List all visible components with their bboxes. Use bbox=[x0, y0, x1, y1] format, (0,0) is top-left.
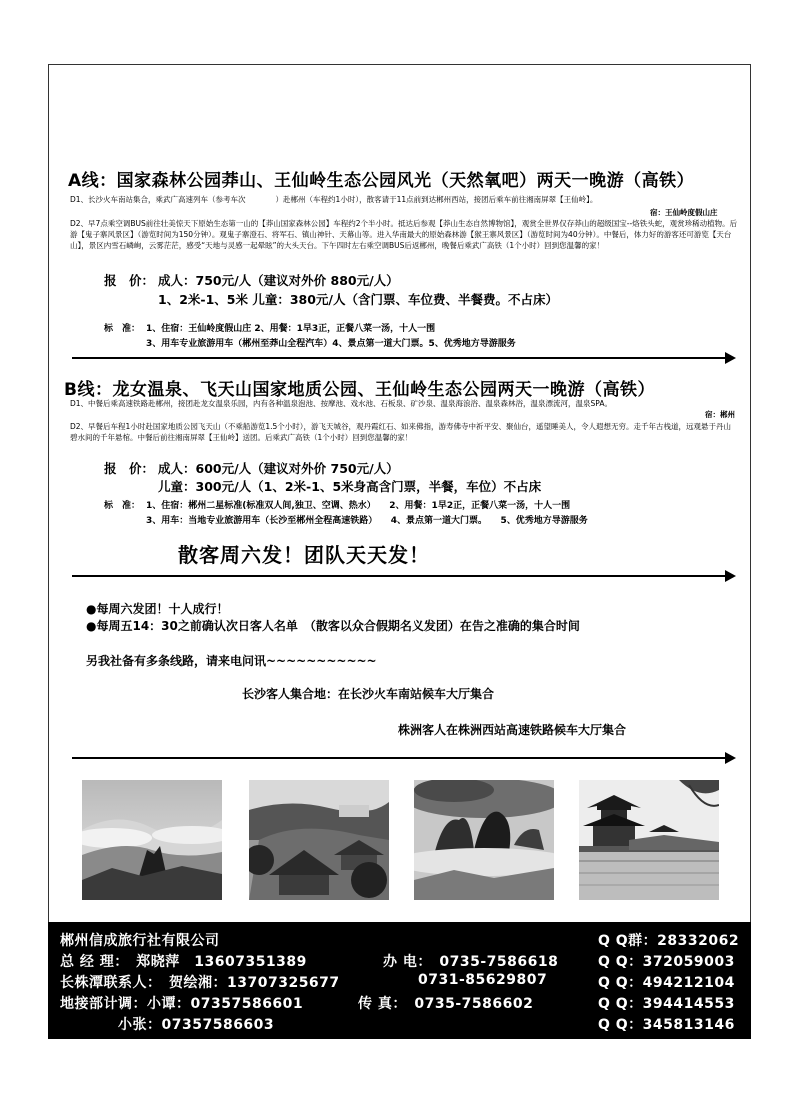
line-a-std1: 1、住宿：王仙岭度假山庄 2、用餐：1早3正，正餐八菜一汤，十人一围 bbox=[146, 324, 436, 334]
note-weekly-departure: ●每周六发团！十人成行！ bbox=[86, 602, 229, 616]
company-name: 郴州信成旅行社有限公司 bbox=[60, 933, 220, 949]
dispatch-contact: 地接部计调：小谭：07357586601 bbox=[60, 996, 304, 1012]
note-zhuzhou-meeting: 株洲客人在株洲西站高速铁路候车大厅集合 bbox=[398, 723, 627, 737]
line-b-price-child: 儿童：300元/人（1、2米-1、5米身高含门票，半餐，车位）不占床 bbox=[158, 479, 542, 494]
line-b-day2: D2、早餐后车程1小时赴国家地质公园飞天山（不乘船游览1.5个小时），游飞天城谷，观丹霞红石、如来佛指，游寿佛寺中祈平安、聚仙台，遥望睡美人，令人遐想无穷。走千年古栈道，远观悬于丹山碧水间的千年悬棺。中餐后前往湘南屏翠【王仙岭】送团。后乘武广高铁（1个小时）回到您温馨的家！ bbox=[70, 422, 731, 442]
line-a-stay: 宿：王仙岭度假山庄 bbox=[650, 208, 718, 217]
qq-3: Q Q：394414553 bbox=[598, 996, 735, 1012]
qq-4: Q Q：345813146 bbox=[598, 1017, 735, 1033]
line-a-day2: D2、早7点乘空调BUS前往壮美惊天下原始生态第一山的【莽山国家森林公园】车程约2个半小时。抵达后参观【莽山生态自然博物馆】，观赏全世界仅存莽山的超级国宝--烙铁头蛇，观赏珍稀动植物。后游【鬼子寨风景区】（游览时间为150分钟）。观鬼子寨澄石、将军石、镇山神针、天幕山等。进入华南最大的原始森林游【猴王寨风景区】（游览时间为40分钟）。中餐后，体力好的游客还可游览【天台山】，景区内雪石嶙峋，云雾茫茫，感受“天地与灵感一起晕眩”的大头天台。下午四时左右乘空调BUS后返郴州，晚餐后乘武广高铁（1个小时）回到您温馨的家！ bbox=[70, 219, 738, 250]
office-phone: 办 电： 0735-7586618 bbox=[383, 954, 559, 970]
misty-peaks-photo bbox=[414, 780, 554, 900]
line-a-std-label: 标 准： bbox=[104, 324, 141, 334]
note-more-routes: 另我社备有多条线路，请来电问讯~~~~~~~~~~~ bbox=[86, 654, 377, 668]
note-confirmation: ●每周五14：30之前确认次日客人名单 （散客以众合假期名义发团）在告之准确的集合时间 bbox=[86, 619, 580, 633]
pavilion-park-photo bbox=[249, 780, 389, 900]
line-b-stay: 宿：郴州 bbox=[705, 410, 735, 419]
line-b-std2: 3、用车：当地专业旅游用车（长沙至郴州全程高速铁路） 4、景点第一道大门票。 5、优秀地方导游服务 bbox=[146, 516, 588, 526]
line-a-title: A线：国家森林公园莽山、王仙岭生态公园风光（天然氧吧）两天一晚游（高铁） bbox=[68, 171, 695, 191]
mountain-clouds-photo bbox=[82, 780, 222, 900]
fax: 传 真： 0735-7586602 bbox=[358, 996, 534, 1012]
qq-group: Q Q群：28332062 bbox=[598, 933, 740, 949]
line-a-day1: D1、长沙火车南站集合，乘武广高速列车（参考车次 ）赴郴州（车程约1小时），散客请于11点前到达郴州西站，接团后乘车前往湘南屏翠【王仙岭】。 bbox=[70, 195, 598, 204]
line-a-price-label: 报 价： bbox=[104, 273, 155, 288]
divider-arrow bbox=[72, 570, 736, 582]
qq-1: Q Q：372059003 bbox=[598, 954, 735, 970]
slogan: 散客周六发！团队天天发！ bbox=[178, 543, 430, 567]
ancient-pavilion-photo bbox=[579, 780, 719, 900]
divider-arrow bbox=[72, 352, 736, 364]
line-b-title: B线：龙女温泉、飞天山国家地质公园、王仙岭生态公园两天一晚游（高铁） bbox=[64, 380, 655, 400]
general-manager: 总 经 理： 郑晓萍 13607351389 bbox=[60, 954, 307, 970]
cz-contact: 长株潭联系人： 贺绘湘：13707325677 bbox=[60, 975, 340, 991]
line-b-std1: 1、住宿：郴州二星标准(标准双人间,独卫、空调、热水） 2、用餐：1早2正，正餐八菜一汤，十人一围 bbox=[146, 501, 571, 511]
divider-arrow bbox=[72, 752, 736, 764]
line-a-price-adult: 成人：750元/人（建议对外价 880元/人） bbox=[158, 273, 399, 288]
line-b-price-adult: 成人：600元/人（建议对外价 750元/人） bbox=[158, 461, 399, 476]
line-b-std-label: 标 准： bbox=[104, 501, 141, 511]
note-changsha-meeting: 长沙客人集合地：在长沙火车南站候车大厅集合 bbox=[242, 687, 495, 701]
contact-footer bbox=[48, 922, 751, 1039]
cz-contact-phone: 0731-85629807 bbox=[418, 972, 548, 988]
line-b-price-label: 报 价： bbox=[104, 461, 155, 476]
line-a-price-child: 1、2米-1、5米 儿童：380元/人（含门票、车位费、半餐费。不占床） bbox=[158, 292, 558, 307]
dispatch-contact-2: 小张：07357586603 bbox=[118, 1017, 275, 1033]
line-b-day1: D1、中餐后乘高速铁路赴郴州，接团赴龙女温泉乐园，内有各种温泉泡池、按摩池、戏水池、石板泉、矿沙泉、温泉海浪浴、温泉森林浴，温泉漂流河，温泉SPA。 bbox=[70, 399, 612, 408]
line-a-std2: 3、用车专业旅游用车（郴州至莽山全程汽车）4、景点第一道大门票。5、优秀地方导游服务 bbox=[146, 339, 516, 349]
qq-2: Q Q：494212104 bbox=[598, 975, 735, 991]
